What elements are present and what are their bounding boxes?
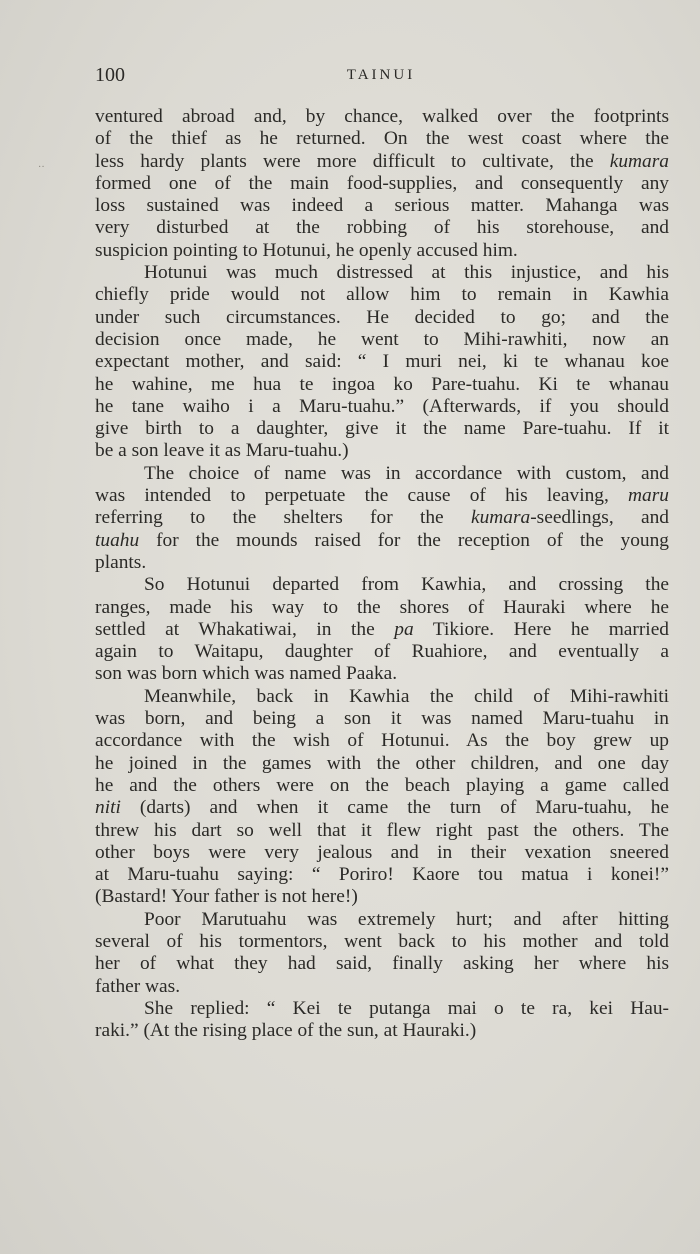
text-line: referring to the shelters for the kumara-seedlings, and	[95, 507, 669, 529]
italic-term: tuahu	[95, 529, 140, 551]
text-line: he joined in the games with the other children, and one day	[95, 752, 669, 774]
paragraph	[95, 262, 669, 463]
ink-speck: ··	[38, 162, 45, 173]
text-line: settled at Whakatiwai, in the pa Tikiore. Here he married	[95, 618, 669, 640]
text-line: other boys were very jealous and in their vexation sneered	[95, 841, 669, 863]
paragraph	[95, 106, 669, 262]
text-line: suspicion pointing to Hotunui, he openly accused him.	[95, 239, 518, 261]
text-line: ranges, made his way to the shores of Hauraki where he	[95, 596, 669, 618]
text-line: expectant mother, and said: “ I muri nei, ki te whanau koe	[95, 351, 669, 373]
text-line: son was born which was named Paaka.	[95, 663, 398, 685]
italic-term: pa	[394, 618, 414, 640]
text-line: tuahu for the mounds raised for the reception of the young	[95, 529, 669, 551]
running-head: TAINUI	[346, 67, 416, 83]
text-line: at Maru-tuahu saying: “ Poriro! Kaore tou matua i konei!”	[95, 864, 669, 886]
text-line: Poor Marutuahu was extremely hurt; and after hitting	[144, 908, 669, 930]
text-line: (Bastard! Your father is not here!)	[95, 886, 358, 908]
text-line: threw his dart so well that it flew right past the others. The	[95, 819, 669, 841]
text-line: of the thief as he returned. On the west coast where the	[95, 128, 669, 150]
text-line: under such circumstances. He decided to go; and the	[95, 306, 669, 328]
italic-term: kumara	[470, 507, 531, 529]
text-line: her of what they had said, finally asking her where his	[95, 953, 669, 975]
italic-term: maru	[628, 485, 669, 507]
italic-term: kumara	[609, 150, 669, 172]
paragraph	[95, 998, 669, 1043]
paragraph	[95, 909, 669, 998]
text-line: raki.” (At the rising place of the sun, at Hauraki.)	[95, 1020, 477, 1042]
text-line: several of his tormentors, went back to his mother and told	[95, 930, 669, 952]
page-number: 100	[95, 64, 125, 86]
text-line: father was.	[95, 975, 181, 997]
text-line: again to Waitapu, daughter of Ruahiore, and eventually a	[95, 641, 669, 663]
text-line: was intended to perpetuate the cause of his leaving, maru	[95, 485, 669, 507]
page-header	[95, 64, 667, 88]
text-line: The choice of name was in accordance with custom, and	[144, 462, 669, 484]
paragraph	[95, 686, 669, 909]
text-line: accordance with the wish of Hotunui. As the boy grew up	[95, 730, 669, 752]
text-line: he and the others were on the beach playing a game called	[95, 774, 669, 796]
text-line: formed one of the main food-supplies, and consequently any	[95, 172, 669, 194]
text-line: Hotunui was much distressed at this injustice, and his	[144, 262, 669, 284]
paragraph	[95, 463, 669, 574]
text-line: Meanwhile, back in Kawhia the child of Mihi-rawhiti	[144, 685, 669, 707]
text-line: plants.	[95, 551, 147, 573]
text-line: She replied: “ Kei te putanga mai o te ra, kei Hau-	[144, 997, 669, 1019]
text-line: be a son leave it as Maru-tuahu.)	[95, 440, 349, 462]
text-line: he tane waiho i a Maru-tuahu.” (Afterwards, if you should	[95, 395, 669, 417]
text-line: he wahine, me hua te ingoa ko Pare-tuahu. Ki te whanau	[95, 373, 669, 395]
text-line: niti (darts) and when it came the turn of Maru-tuahu, he	[95, 797, 669, 819]
text-line: less hardy plants were more difficult to cultivate, the kumara	[95, 150, 669, 172]
text-line: very disturbed at the robbing of his storehouse, and	[95, 217, 669, 239]
text-line: So Hotunui departed from Kawhia, and crossing the	[144, 574, 669, 596]
paragraph	[95, 574, 669, 685]
text-line: decision once made, he went to Mihi-rawhiti, now an	[95, 328, 669, 350]
italic-term: niti	[95, 797, 121, 819]
text-line: give birth to a daughter, give it the name Pare-tuahu. If it	[95, 418, 669, 440]
text-line: ventured abroad and, by chance, walked over the footprints	[95, 106, 669, 127]
text-line: chiefly pride would not allow him to remain in Kawhia	[95, 284, 669, 306]
text-line: loss sustained was indeed a serious matter. Mahanga was	[95, 195, 669, 217]
body-text	[95, 106, 669, 1042]
text-line: was born, and being a son it was named Maru-tuahu in	[95, 708, 669, 730]
